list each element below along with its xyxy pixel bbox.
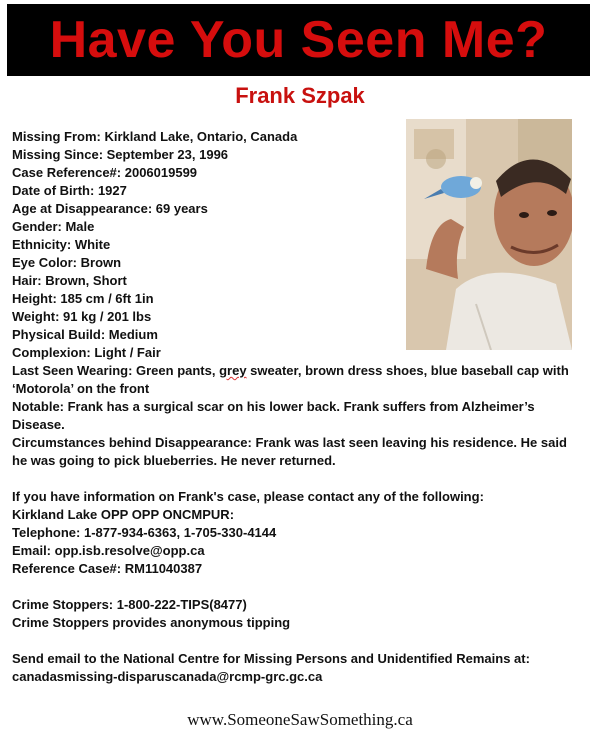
detail-last-seen-wearing <box>12 362 577 398</box>
detail-hair: Hair: Brown, Short <box>12 273 127 288</box>
website-footer: www.SomeoneSawSomething.ca <box>187 710 413 729</box>
detail-age: Age at Disappearance: 69 years <box>12 201 208 216</box>
national-centre-text: Send email to the National Centre for Missing Persons and Unidentified Remains at: <box>12 651 530 666</box>
detail-complexion: Complexion: Light / Fair <box>12 345 161 360</box>
header-banner-inner <box>10 7 587 73</box>
contact-telephone: Telephone: 1-877-934-6363, 1-705-330-4144 <box>12 525 277 540</box>
detail-weight: Weight: 91 kg / 201 lbs <box>12 309 152 324</box>
last-seen-suffix: sweater, brown dress shoes, blue baseball cap with ‘Motorola’ on the front <box>12 363 569 396</box>
contact-reference: Reference Case#: RM11040387 <box>12 561 203 576</box>
case-details <box>12 128 587 686</box>
detail-eye-color: Eye Color: Brown <box>12 255 122 270</box>
detail-build: Physical Build: Medium <box>12 327 158 342</box>
contact-intro: If you have information on Frank's case, please contact any of the following: <box>12 489 484 504</box>
contact-email: Email: opp.isb.resolve@opp.ca <box>12 543 205 558</box>
person-name: Frank Szpak <box>235 83 365 108</box>
header-banner <box>7 4 590 76</box>
detail-circumstances: Circumstances behind Disappearance: Frank was last seen leaving his residence. He said he was going to pick blueberries. He never returned. <box>12 435 567 468</box>
detail-notable: Notable: Frank has a surgical scar on his lower back. Frank suffers from Alzheimer’s Disease. <box>12 399 535 432</box>
detail-missing-from: Missing From: Kirkland Lake, Ontario, Canada <box>12 129 298 144</box>
detail-height: Height: 185 cm / 6ft 1in <box>12 291 154 306</box>
contact-agency: Kirkland Lake OPP OPP ONCMPUR: <box>12 507 235 522</box>
detail-gender: Gender: Male <box>12 219 95 234</box>
detail-date-of-birth: Date of Birth: 1927 <box>12 183 127 198</box>
crime-stoppers-phone: Crime Stoppers: 1-800-222-TIPS(8477) <box>12 597 247 612</box>
detail-ethnicity: Ethnicity: White <box>12 237 111 252</box>
national-centre-email: canadasmissing-disparuscanada@rcmp-grc.gc.ca <box>12 669 323 684</box>
crime-stoppers-note: Crime Stoppers provides anonymous tipping <box>12 615 291 630</box>
detail-missing-since: Missing Since: September 23, 1996 <box>12 147 229 162</box>
poster-title: Have You Seen Me? <box>49 11 548 69</box>
last-seen-misspelled-word: grey <box>219 363 247 378</box>
last-seen-prefix: Last Seen Wearing: Green pants, <box>12 363 220 378</box>
detail-case-reference: Case Reference#: 2006019599 <box>12 165 198 180</box>
